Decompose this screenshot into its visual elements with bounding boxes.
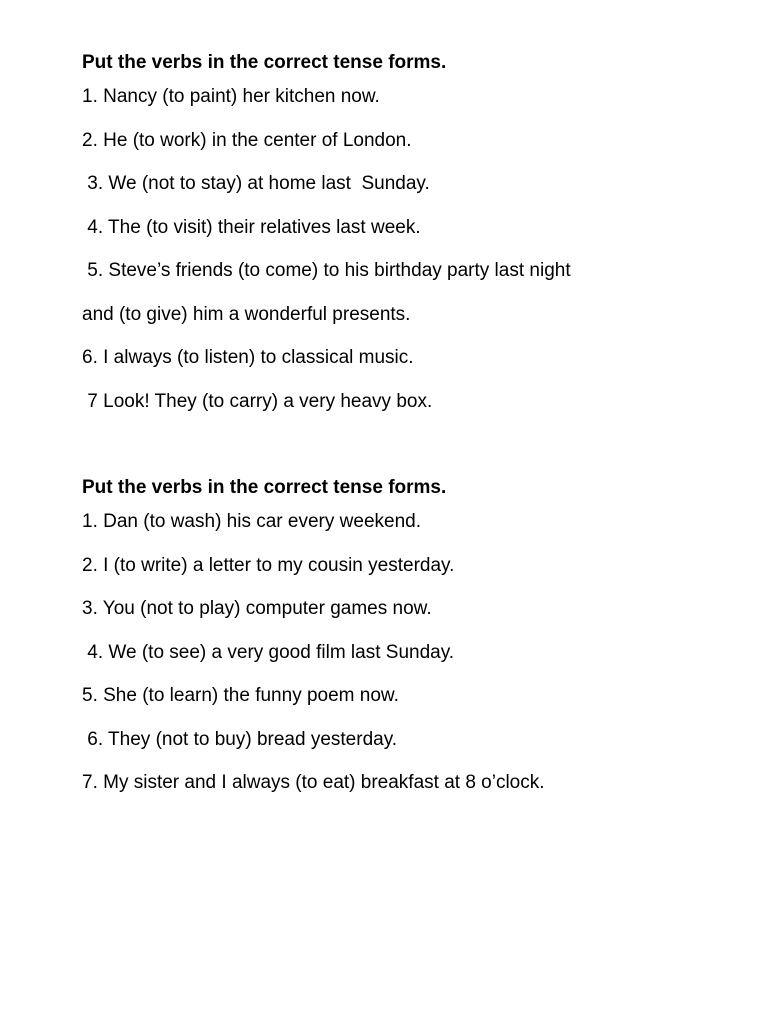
exercise-line: 5. Steve’s friends (to come) to his birthday party last night: [82, 260, 571, 281]
exercise-line: 3. You (not to play) computer games now.: [82, 598, 432, 619]
exercise-heading: Put the verbs in the correct tense forms.: [82, 52, 447, 73]
exercise-2: [82, 475, 722, 814]
exercise-line: 5. She (to learn) the funny poem now.: [82, 685, 399, 706]
exercise-line: 4. The (to visit) their relatives last week.: [82, 216, 421, 238]
exercise-line: 1. Nancy (to paint) her kitchen now.: [82, 86, 380, 107]
exercise-line: 7. My sister and I always (to eat) breakfast at 8 o’clock.: [82, 772, 545, 793]
exercise-line: 6. They (not to buy) bread yesterday.: [82, 728, 398, 750]
exercise-line: 7 Look! They (to carry) a very heavy box.: [82, 390, 433, 412]
exercise-line: 3. We (not to stay) at home last Sunday.: [82, 173, 430, 194]
exercise-line: 4. We (to see) a very good film last Sunday.: [82, 641, 455, 663]
exercise-heading: Put the verbs in the correct tense forms.: [82, 477, 447, 498]
exercise-line: 6. I always (to listen) to classical music.: [82, 347, 414, 368]
exercise-line: 2. I (to write) a letter to my cousin yesterday.: [82, 554, 455, 576]
exercise-1: [82, 50, 722, 432]
exercise-line: 1. Dan (to wash) his car every weekend.: [82, 511, 421, 532]
exercise-line: 2. He (to work) in the center of London.: [82, 129, 412, 151]
exercise-line: and (to give) him a wonderful presents.: [82, 303, 411, 325]
